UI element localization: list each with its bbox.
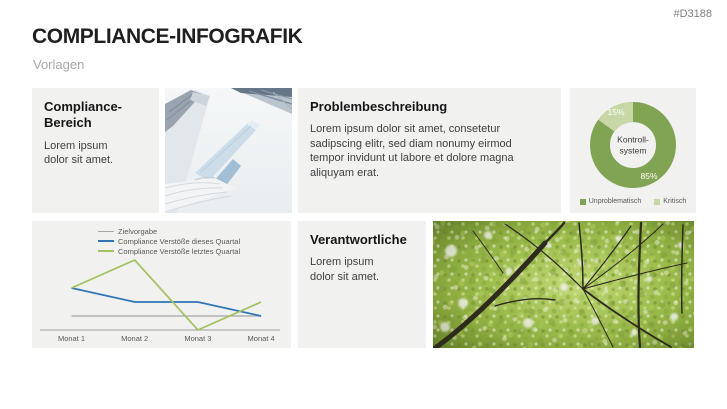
legend-item-dieses-quartal xyxy=(98,236,240,246)
skyscrapers-image xyxy=(165,88,292,213)
verantwortliche-heading: Verantwortliche xyxy=(310,232,407,247)
panel-compliance-bereich xyxy=(32,88,159,213)
donut-value-kritisch: 15% xyxy=(607,107,625,117)
x-label-monat-2: Monat 2 xyxy=(121,334,149,343)
donut-center-label: Kontroll-system xyxy=(617,134,649,155)
compliance-body: Lorem ipsum dolor sit amet. xyxy=(44,139,114,167)
page-subtitle: Vorlagen xyxy=(33,57,85,72)
x-axis-labels xyxy=(32,334,291,346)
compliance-heading: Compliance-Bereich xyxy=(44,99,123,131)
tree-canopy-illustration xyxy=(433,221,694,348)
panel-line-chart xyxy=(32,221,291,348)
legend-item-zielvorgabe xyxy=(98,226,240,236)
x-label-monat-3: Monat 3 xyxy=(184,334,212,343)
donut-legend xyxy=(570,198,696,205)
page-title: COMPLIANCE-INFOGRAFIK xyxy=(32,25,303,48)
legend-item-unproblematisch xyxy=(580,198,642,205)
legend-item-letztes-quartal xyxy=(98,246,240,256)
legend-label-kritisch: Kritisch xyxy=(663,198,687,205)
legend-label-letztes-quartal: Compliance Verstöße letztes Quartal xyxy=(118,246,241,256)
legend-swatch-zielvorgabe xyxy=(98,231,114,232)
template-code: #D3188 xyxy=(673,8,712,20)
trees-image xyxy=(433,221,694,348)
problem-heading: Problembeschreibung xyxy=(310,99,448,114)
legend-swatch-letztes-quartal xyxy=(98,250,114,252)
x-label-monat-1: Monat 1 xyxy=(57,334,86,343)
verantwortliche-body: Lorem ipsum dolor sit amet. xyxy=(310,256,380,283)
legend-label-dieses-quartal: Compliance Verstöße dieses Quartal xyxy=(118,236,241,246)
panel-problembeschreibung xyxy=(298,88,561,213)
legend-swatch-kritisch xyxy=(654,199,660,205)
problem-body: Lorem ipsum dolor sit amet, consetetur sadipscing elitr, sed diam nonumy eirmod tempor invidunt ut labore et dolore magna aliquyam erat. xyxy=(310,123,514,179)
x-label-monat-4: Monat 4 xyxy=(247,334,275,343)
panel-verantwortliche xyxy=(298,221,426,348)
legend-swatch-unproblematisch xyxy=(580,199,586,205)
legend-swatch-dieses-quartal xyxy=(98,240,114,242)
line-dieses-quartal xyxy=(72,288,262,316)
panel-kontrollsystem-donut xyxy=(570,88,696,213)
donut-value-unproblematisch: 85% xyxy=(640,171,658,181)
legend-label-zielvorgabe: Zielvorgabe xyxy=(118,226,158,236)
legend-item-kritisch xyxy=(654,198,686,205)
legend-label-unproblematisch: Unproblematisch xyxy=(588,198,642,205)
skyscrapers-illustration xyxy=(165,88,292,213)
line-chart-legend xyxy=(98,226,240,256)
